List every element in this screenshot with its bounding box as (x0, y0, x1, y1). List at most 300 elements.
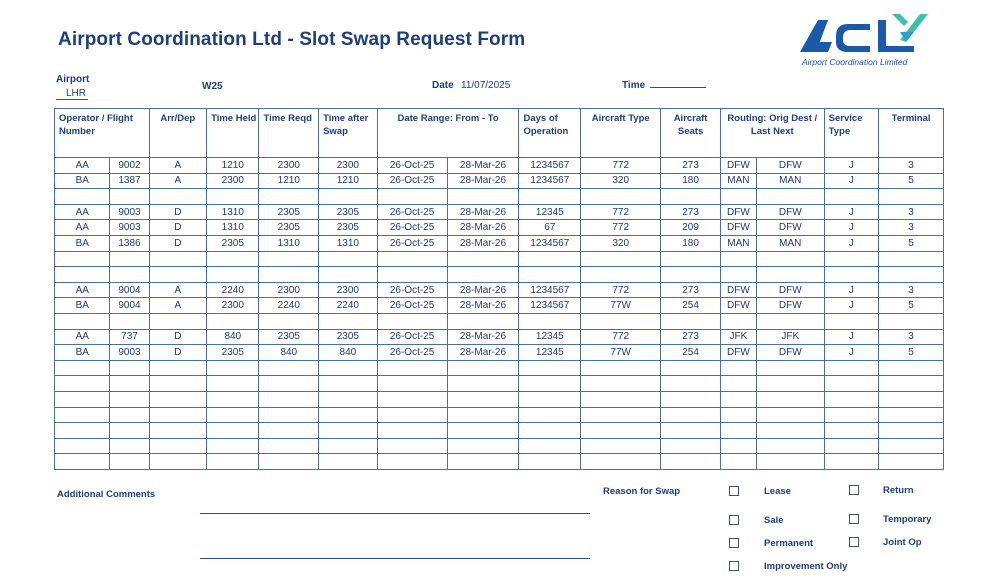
cell-aircraft-seats[interactable] (661, 454, 721, 470)
cell-operator[interactable]: BA (55, 173, 110, 189)
cell-destination[interactable] (756, 189, 824, 205)
cell-terminal[interactable]: 5 (879, 298, 944, 314)
cell-time-held[interactable] (207, 454, 259, 470)
cell-arr-dep[interactable] (149, 423, 207, 439)
cell-time-held[interactable]: 2300 (207, 298, 259, 314)
cell-terminal[interactable]: 3 (879, 329, 944, 345)
cell-operator[interactable]: BA (55, 235, 110, 251)
cell-aircraft-seats[interactable]: 273 (661, 158, 721, 174)
cell-time-reqd[interactable]: 1310 (259, 235, 319, 251)
cell-terminal[interactable]: 3 (879, 158, 944, 174)
cell-service-type[interactable] (824, 407, 878, 423)
cell-aircraft-seats[interactable]: 254 (661, 345, 721, 361)
cell-arr-dep[interactable]: D (149, 235, 207, 251)
cell-destination[interactable] (756, 267, 824, 283)
cell-time-held[interactable] (207, 376, 259, 392)
cell-arr-dep[interactable] (149, 251, 207, 267)
cell-time-held[interactable]: 2305 (207, 345, 259, 361)
cell-origin[interactable]: DFW (720, 345, 756, 361)
cell-operator[interactable]: AA (55, 282, 110, 298)
cell-days-of-operation[interactable] (519, 360, 581, 376)
cell-days-of-operation[interactable] (519, 407, 581, 423)
cell-terminal[interactable]: 5 (879, 235, 944, 251)
cell-aircraft-type[interactable]: 772 (581, 158, 661, 174)
cell-time-held[interactable]: 2305 (207, 235, 259, 251)
cell-time-after-swap[interactable]: 2305 (319, 204, 378, 220)
cell-time-held[interactable] (207, 360, 259, 376)
cell-aircraft-seats[interactable] (661, 376, 721, 392)
cell-terminal[interactable]: 3 (879, 204, 944, 220)
cell-aircraft-type[interactable]: 772 (581, 282, 661, 298)
cell-date-from[interactable]: 26-Oct-25 (377, 298, 447, 314)
cell-service-type[interactable]: J (824, 204, 878, 220)
cell-operator[interactable]: AA (55, 329, 110, 345)
cell-origin[interactable]: DFW (720, 158, 756, 174)
cell-service-type[interactable] (824, 438, 878, 454)
cell-arr-dep[interactable] (149, 313, 207, 329)
cell-date-to[interactable]: 28-Mar-26 (447, 204, 519, 220)
cell-date-from[interactable]: 26-Oct-25 (377, 158, 447, 174)
cell-flight-number[interactable] (110, 407, 149, 423)
cell-origin[interactable]: JFK (720, 329, 756, 345)
cell-destination[interactable] (756, 423, 824, 439)
cell-days-of-operation[interactable]: 1234567 (519, 282, 581, 298)
cell-flight-number[interactable] (110, 454, 149, 470)
cell-time-reqd[interactable] (259, 360, 319, 376)
cell-operator[interactable] (55, 391, 110, 407)
lease-checkbox[interactable] (729, 486, 739, 496)
cell-terminal[interactable]: 3 (879, 282, 944, 298)
cell-service-type[interactable] (824, 251, 878, 267)
cell-service-type[interactable]: J (824, 345, 878, 361)
cell-destination[interactable] (756, 391, 824, 407)
cell-origin[interactable] (720, 454, 756, 470)
cell-terminal[interactable] (879, 189, 944, 205)
cell-operator[interactable] (55, 267, 110, 283)
cell-arr-dep[interactable]: D (149, 345, 207, 361)
cell-days-of-operation[interactable] (519, 454, 581, 470)
cell-flight-number[interactable]: 1386 (110, 235, 149, 251)
cell-date-to[interactable] (447, 438, 519, 454)
cell-days-of-operation[interactable] (519, 251, 581, 267)
cell-date-from[interactable] (377, 360, 447, 376)
cell-time-after-swap[interactable] (319, 423, 378, 439)
cell-arr-dep[interactable] (149, 454, 207, 470)
cell-days-of-operation[interactable] (519, 391, 581, 407)
cell-aircraft-seats[interactable]: 180 (661, 235, 721, 251)
cell-time-held[interactable] (207, 189, 259, 205)
cell-time-after-swap[interactable] (319, 189, 378, 205)
cell-time-held[interactable]: 1210 (207, 158, 259, 174)
airport-value[interactable]: LHR (66, 88, 87, 99)
cell-terminal[interactable]: 5 (879, 345, 944, 361)
cell-operator[interactable] (55, 423, 110, 439)
cell-origin[interactable] (720, 360, 756, 376)
cell-aircraft-seats[interactable]: 273 (661, 282, 721, 298)
cell-aircraft-type[interactable]: 772 (581, 220, 661, 236)
cell-operator[interactable] (55, 438, 110, 454)
cell-destination[interactable] (756, 454, 824, 470)
cell-operator[interactable] (55, 189, 110, 205)
cell-origin[interactable] (720, 376, 756, 392)
cell-flight-number[interactable]: 9004 (110, 298, 149, 314)
cell-date-to[interactable] (447, 376, 519, 392)
cell-destination[interactable]: MAN (756, 173, 824, 189)
cell-origin[interactable]: DFW (720, 220, 756, 236)
cell-time-reqd[interactable] (259, 189, 319, 205)
cell-service-type[interactable]: J (824, 235, 878, 251)
cell-aircraft-type[interactable] (581, 438, 661, 454)
cell-time-reqd[interactable] (259, 407, 319, 423)
cell-flight-number[interactable]: 9003 (110, 220, 149, 236)
cell-time-held[interactable] (207, 313, 259, 329)
cell-terminal[interactable] (879, 376, 944, 392)
cell-arr-dep[interactable] (149, 267, 207, 283)
cell-aircraft-seats[interactable]: 180 (661, 173, 721, 189)
cell-time-held[interactable] (207, 391, 259, 407)
cell-flight-number[interactable]: 9003 (110, 345, 149, 361)
cell-aircraft-type[interactable] (581, 267, 661, 283)
cell-origin[interactable]: DFW (720, 298, 756, 314)
cell-time-after-swap[interactable] (319, 407, 378, 423)
cell-flight-number[interactable]: 1387 (110, 173, 149, 189)
cell-destination[interactable]: DFW (756, 158, 824, 174)
cell-terminal[interactable] (879, 391, 944, 407)
cell-time-held[interactable]: 840 (207, 329, 259, 345)
cell-destination[interactable] (756, 438, 824, 454)
cell-time-reqd[interactable] (259, 251, 319, 267)
cell-flight-number[interactable] (110, 313, 149, 329)
cell-terminal[interactable]: 5 (879, 173, 944, 189)
cell-terminal[interactable] (879, 407, 944, 423)
cell-time-reqd[interactable] (259, 454, 319, 470)
cell-origin[interactable]: MAN (720, 173, 756, 189)
cell-date-from[interactable]: 26-Oct-25 (377, 173, 447, 189)
cell-days-of-operation[interactable] (519, 189, 581, 205)
cell-service-type[interactable] (824, 189, 878, 205)
cell-service-type[interactable]: J (824, 173, 878, 189)
cell-destination[interactable] (756, 360, 824, 376)
cell-aircraft-seats[interactable]: 254 (661, 298, 721, 314)
cell-terminal[interactable] (879, 360, 944, 376)
cell-destination[interactable] (756, 407, 824, 423)
cell-service-type[interactable] (824, 391, 878, 407)
cell-service-type[interactable] (824, 360, 878, 376)
cell-terminal[interactable] (879, 423, 944, 439)
cell-time-held[interactable] (207, 251, 259, 267)
cell-operator[interactable] (55, 313, 110, 329)
cell-origin[interactable]: MAN (720, 235, 756, 251)
cell-flight-number[interactable] (110, 267, 149, 283)
cell-operator[interactable]: AA (55, 204, 110, 220)
cell-operator[interactable]: AA (55, 220, 110, 236)
improvement-only-checkbox[interactable] (729, 561, 739, 571)
cell-flight-number[interactable] (110, 189, 149, 205)
cell-arr-dep[interactable]: A (149, 298, 207, 314)
joint-op-checkbox[interactable] (849, 537, 859, 547)
cell-days-of-operation[interactable]: 12345 (519, 204, 581, 220)
cell-aircraft-type[interactable] (581, 407, 661, 423)
cell-operator[interactable] (55, 360, 110, 376)
cell-date-from[interactable] (377, 267, 447, 283)
cell-origin[interactable] (720, 438, 756, 454)
cell-days-of-operation[interactable] (519, 267, 581, 283)
cell-date-to[interactable]: 28-Mar-26 (447, 282, 519, 298)
cell-days-of-operation[interactable]: 1234567 (519, 298, 581, 314)
cell-time-after-swap[interactable] (319, 454, 378, 470)
cell-time-after-swap[interactable] (319, 251, 378, 267)
cell-arr-dep[interactable] (149, 438, 207, 454)
cell-arr-dep[interactable]: A (149, 282, 207, 298)
cell-terminal[interactable]: 3 (879, 220, 944, 236)
cell-aircraft-seats[interactable]: 273 (661, 329, 721, 345)
cell-flight-number[interactable]: 9004 (110, 282, 149, 298)
cell-flight-number[interactable] (110, 360, 149, 376)
cell-time-after-swap[interactable] (319, 438, 378, 454)
cell-date-from[interactable]: 26-Oct-25 (377, 345, 447, 361)
cell-date-from[interactable] (377, 189, 447, 205)
cell-aircraft-seats[interactable]: 209 (661, 220, 721, 236)
cell-terminal[interactable] (879, 251, 944, 267)
cell-service-type[interactable]: J (824, 282, 878, 298)
cell-time-after-swap[interactable] (319, 360, 378, 376)
cell-date-to[interactable]: 28-Mar-26 (447, 220, 519, 236)
cell-arr-dep[interactable] (149, 391, 207, 407)
cell-origin[interactable] (720, 391, 756, 407)
cell-time-after-swap[interactable] (319, 313, 378, 329)
cell-service-type[interactable]: J (824, 329, 878, 345)
cell-destination[interactable]: JFK (756, 329, 824, 345)
cell-time-after-swap[interactable] (319, 376, 378, 392)
cell-date-to[interactable] (447, 360, 519, 376)
cell-flight-number[interactable] (110, 376, 149, 392)
cell-aircraft-type[interactable] (581, 251, 661, 267)
cell-aircraft-seats[interactable] (661, 360, 721, 376)
cell-terminal[interactable] (879, 438, 944, 454)
cell-time-after-swap[interactable] (319, 267, 378, 283)
cell-date-to[interactable] (447, 391, 519, 407)
cell-time-held[interactable] (207, 423, 259, 439)
cell-date-from[interactable]: 26-Oct-25 (377, 235, 447, 251)
cell-days-of-operation[interactable]: 1234567 (519, 173, 581, 189)
cell-arr-dep[interactable] (149, 376, 207, 392)
cell-flight-number[interactable]: 9003 (110, 204, 149, 220)
cell-service-type[interactable]: J (824, 298, 878, 314)
cell-days-of-operation[interactable] (519, 376, 581, 392)
cell-destination[interactable]: MAN (756, 235, 824, 251)
cell-date-to[interactable] (447, 251, 519, 267)
cell-aircraft-type[interactable]: 77W (581, 345, 661, 361)
cell-date-to[interactable]: 28-Mar-26 (447, 329, 519, 345)
cell-date-from[interactable] (377, 423, 447, 439)
cell-origin[interactable] (720, 423, 756, 439)
cell-flight-number[interactable] (110, 391, 149, 407)
cell-days-of-operation[interactable]: 1234567 (519, 235, 581, 251)
cell-operator[interactable] (55, 407, 110, 423)
cell-aircraft-type[interactable]: 77W (581, 298, 661, 314)
cell-aircraft-type[interactable]: 772 (581, 204, 661, 220)
cell-time-after-swap[interactable] (319, 391, 378, 407)
cell-arr-dep[interactable]: A (149, 173, 207, 189)
cell-origin[interactable] (720, 267, 756, 283)
cell-date-to[interactable]: 28-Mar-26 (447, 235, 519, 251)
cell-flight-number[interactable] (110, 251, 149, 267)
cell-date-from[interactable] (377, 376, 447, 392)
cell-date-to[interactable]: 28-Mar-26 (447, 345, 519, 361)
cell-time-reqd[interactable]: 2300 (259, 282, 319, 298)
cell-operator[interactable]: BA (55, 298, 110, 314)
permanent-checkbox[interactable] (729, 538, 739, 548)
cell-origin[interactable] (720, 189, 756, 205)
cell-date-to[interactable] (447, 423, 519, 439)
cell-terminal[interactable] (879, 454, 944, 470)
cell-service-type[interactable]: J (824, 220, 878, 236)
cell-aircraft-type[interactable]: 320 (581, 173, 661, 189)
comments-line-1[interactable] (200, 513, 590, 514)
cell-aircraft-type[interactable] (581, 376, 661, 392)
cell-days-of-operation[interactable]: 12345 (519, 329, 581, 345)
cell-time-reqd[interactable]: 2305 (259, 204, 319, 220)
cell-service-type[interactable] (824, 376, 878, 392)
cell-service-type[interactable] (824, 267, 878, 283)
cell-time-after-swap[interactable]: 1310 (319, 235, 378, 251)
cell-destination[interactable] (756, 251, 824, 267)
cell-aircraft-type[interactable] (581, 423, 661, 439)
cell-date-from[interactable] (377, 407, 447, 423)
cell-service-type[interactable]: J (824, 158, 878, 174)
cell-days-of-operation[interactable]: 67 (519, 220, 581, 236)
cell-time-reqd[interactable] (259, 313, 319, 329)
cell-flight-number[interactable] (110, 438, 149, 454)
cell-date-to[interactable] (447, 189, 519, 205)
cell-time-after-swap[interactable]: 840 (319, 345, 378, 361)
cell-time-reqd[interactable]: 2300 (259, 158, 319, 174)
cell-destination[interactable]: DFW (756, 282, 824, 298)
cell-aircraft-seats[interactable] (661, 313, 721, 329)
cell-time-reqd[interactable] (259, 391, 319, 407)
cell-date-to[interactable]: 28-Mar-26 (447, 158, 519, 174)
cell-arr-dep[interactable]: A (149, 158, 207, 174)
cell-time-held[interactable] (207, 267, 259, 283)
cell-time-after-swap[interactable]: 2300 (319, 282, 378, 298)
cell-aircraft-type[interactable] (581, 391, 661, 407)
cell-time-held[interactable] (207, 407, 259, 423)
cell-origin[interactable] (720, 407, 756, 423)
cell-time-held[interactable]: 2300 (207, 173, 259, 189)
cell-time-after-swap[interactable]: 2305 (319, 329, 378, 345)
cell-date-from[interactable] (377, 313, 447, 329)
cell-arr-dep[interactable]: D (149, 329, 207, 345)
cell-terminal[interactable] (879, 267, 944, 283)
cell-arr-dep[interactable]: D (149, 220, 207, 236)
cell-aircraft-seats[interactable] (661, 391, 721, 407)
time-field[interactable] (650, 87, 706, 88)
cell-date-to[interactable] (447, 407, 519, 423)
cell-aircraft-type[interactable]: 772 (581, 329, 661, 345)
cell-aircraft-type[interactable] (581, 454, 661, 470)
cell-days-of-operation[interactable]: 12345 (519, 345, 581, 361)
cell-time-held[interactable]: 2240 (207, 282, 259, 298)
cell-days-of-operation[interactable] (519, 313, 581, 329)
temporary-checkbox[interactable] (849, 514, 859, 524)
cell-date-from[interactable]: 26-Oct-25 (377, 204, 447, 220)
cell-origin[interactable]: DFW (720, 204, 756, 220)
cell-time-reqd[interactable] (259, 376, 319, 392)
cell-operator[interactable]: BA (55, 345, 110, 361)
cell-date-from[interactable]: 26-Oct-25 (377, 282, 447, 298)
cell-terminal[interactable] (879, 313, 944, 329)
cell-aircraft-seats[interactable] (661, 189, 721, 205)
cell-date-from[interactable]: 26-Oct-25 (377, 329, 447, 345)
cell-aircraft-type[interactable] (581, 360, 661, 376)
cell-days-of-operation[interactable] (519, 438, 581, 454)
cell-date-from[interactable] (377, 391, 447, 407)
cell-date-to[interactable] (447, 313, 519, 329)
cell-time-held[interactable] (207, 438, 259, 454)
cell-time-reqd[interactable]: 2240 (259, 298, 319, 314)
cell-destination[interactable]: DFW (756, 345, 824, 361)
cell-date-from[interactable] (377, 438, 447, 454)
cell-days-of-operation[interactable]: 1234567 (519, 158, 581, 174)
cell-date-from[interactable] (377, 251, 447, 267)
cell-aircraft-type[interactable] (581, 189, 661, 205)
cell-time-after-swap[interactable]: 2240 (319, 298, 378, 314)
comments-line-2[interactable] (200, 558, 590, 559)
return-checkbox[interactable] (849, 485, 859, 495)
cell-time-reqd[interactable]: 840 (259, 345, 319, 361)
cell-time-reqd[interactable] (259, 423, 319, 439)
cell-date-to[interactable]: 28-Mar-26 (447, 173, 519, 189)
cell-date-to[interactable] (447, 454, 519, 470)
cell-arr-dep[interactable] (149, 407, 207, 423)
cell-service-type[interactable] (824, 454, 878, 470)
cell-service-type[interactable] (824, 313, 878, 329)
cell-service-type[interactable] (824, 423, 878, 439)
cell-time-after-swap[interactable]: 2305 (319, 220, 378, 236)
cell-arr-dep[interactable] (149, 360, 207, 376)
cell-time-reqd[interactable]: 2305 (259, 329, 319, 345)
cell-time-held[interactable]: 1310 (207, 204, 259, 220)
cell-aircraft-seats[interactable]: 273 (661, 204, 721, 220)
cell-operator[interactable] (55, 251, 110, 267)
cell-aircraft-type[interactable] (581, 313, 661, 329)
cell-origin[interactable] (720, 251, 756, 267)
cell-aircraft-seats[interactable] (661, 407, 721, 423)
cell-operator[interactable] (55, 454, 110, 470)
cell-date-from[interactable]: 26-Oct-25 (377, 220, 447, 236)
cell-time-reqd[interactable]: 2305 (259, 220, 319, 236)
cell-destination[interactable] (756, 376, 824, 392)
cell-time-reqd[interactable] (259, 438, 319, 454)
sale-checkbox[interactable] (729, 515, 739, 525)
cell-destination[interactable]: DFW (756, 298, 824, 314)
cell-flight-number[interactable]: 9002 (110, 158, 149, 174)
cell-time-reqd[interactable] (259, 267, 319, 283)
date-value[interactable]: 11/07/2025 (461, 80, 511, 91)
cell-aircraft-seats[interactable] (661, 267, 721, 283)
cell-aircraft-seats[interactable] (661, 251, 721, 267)
cell-flight-number[interactable] (110, 423, 149, 439)
cell-operator[interactable]: AA (55, 158, 110, 174)
cell-origin[interactable] (720, 313, 756, 329)
cell-aircraft-seats[interactable] (661, 438, 721, 454)
cell-time-reqd[interactable]: 1210 (259, 173, 319, 189)
cell-arr-dep[interactable]: D (149, 204, 207, 220)
cell-time-held[interactable]: 1310 (207, 220, 259, 236)
cell-date-from[interactable] (377, 454, 447, 470)
cell-destination[interactable]: DFW (756, 204, 824, 220)
cell-aircraft-seats[interactable] (661, 423, 721, 439)
